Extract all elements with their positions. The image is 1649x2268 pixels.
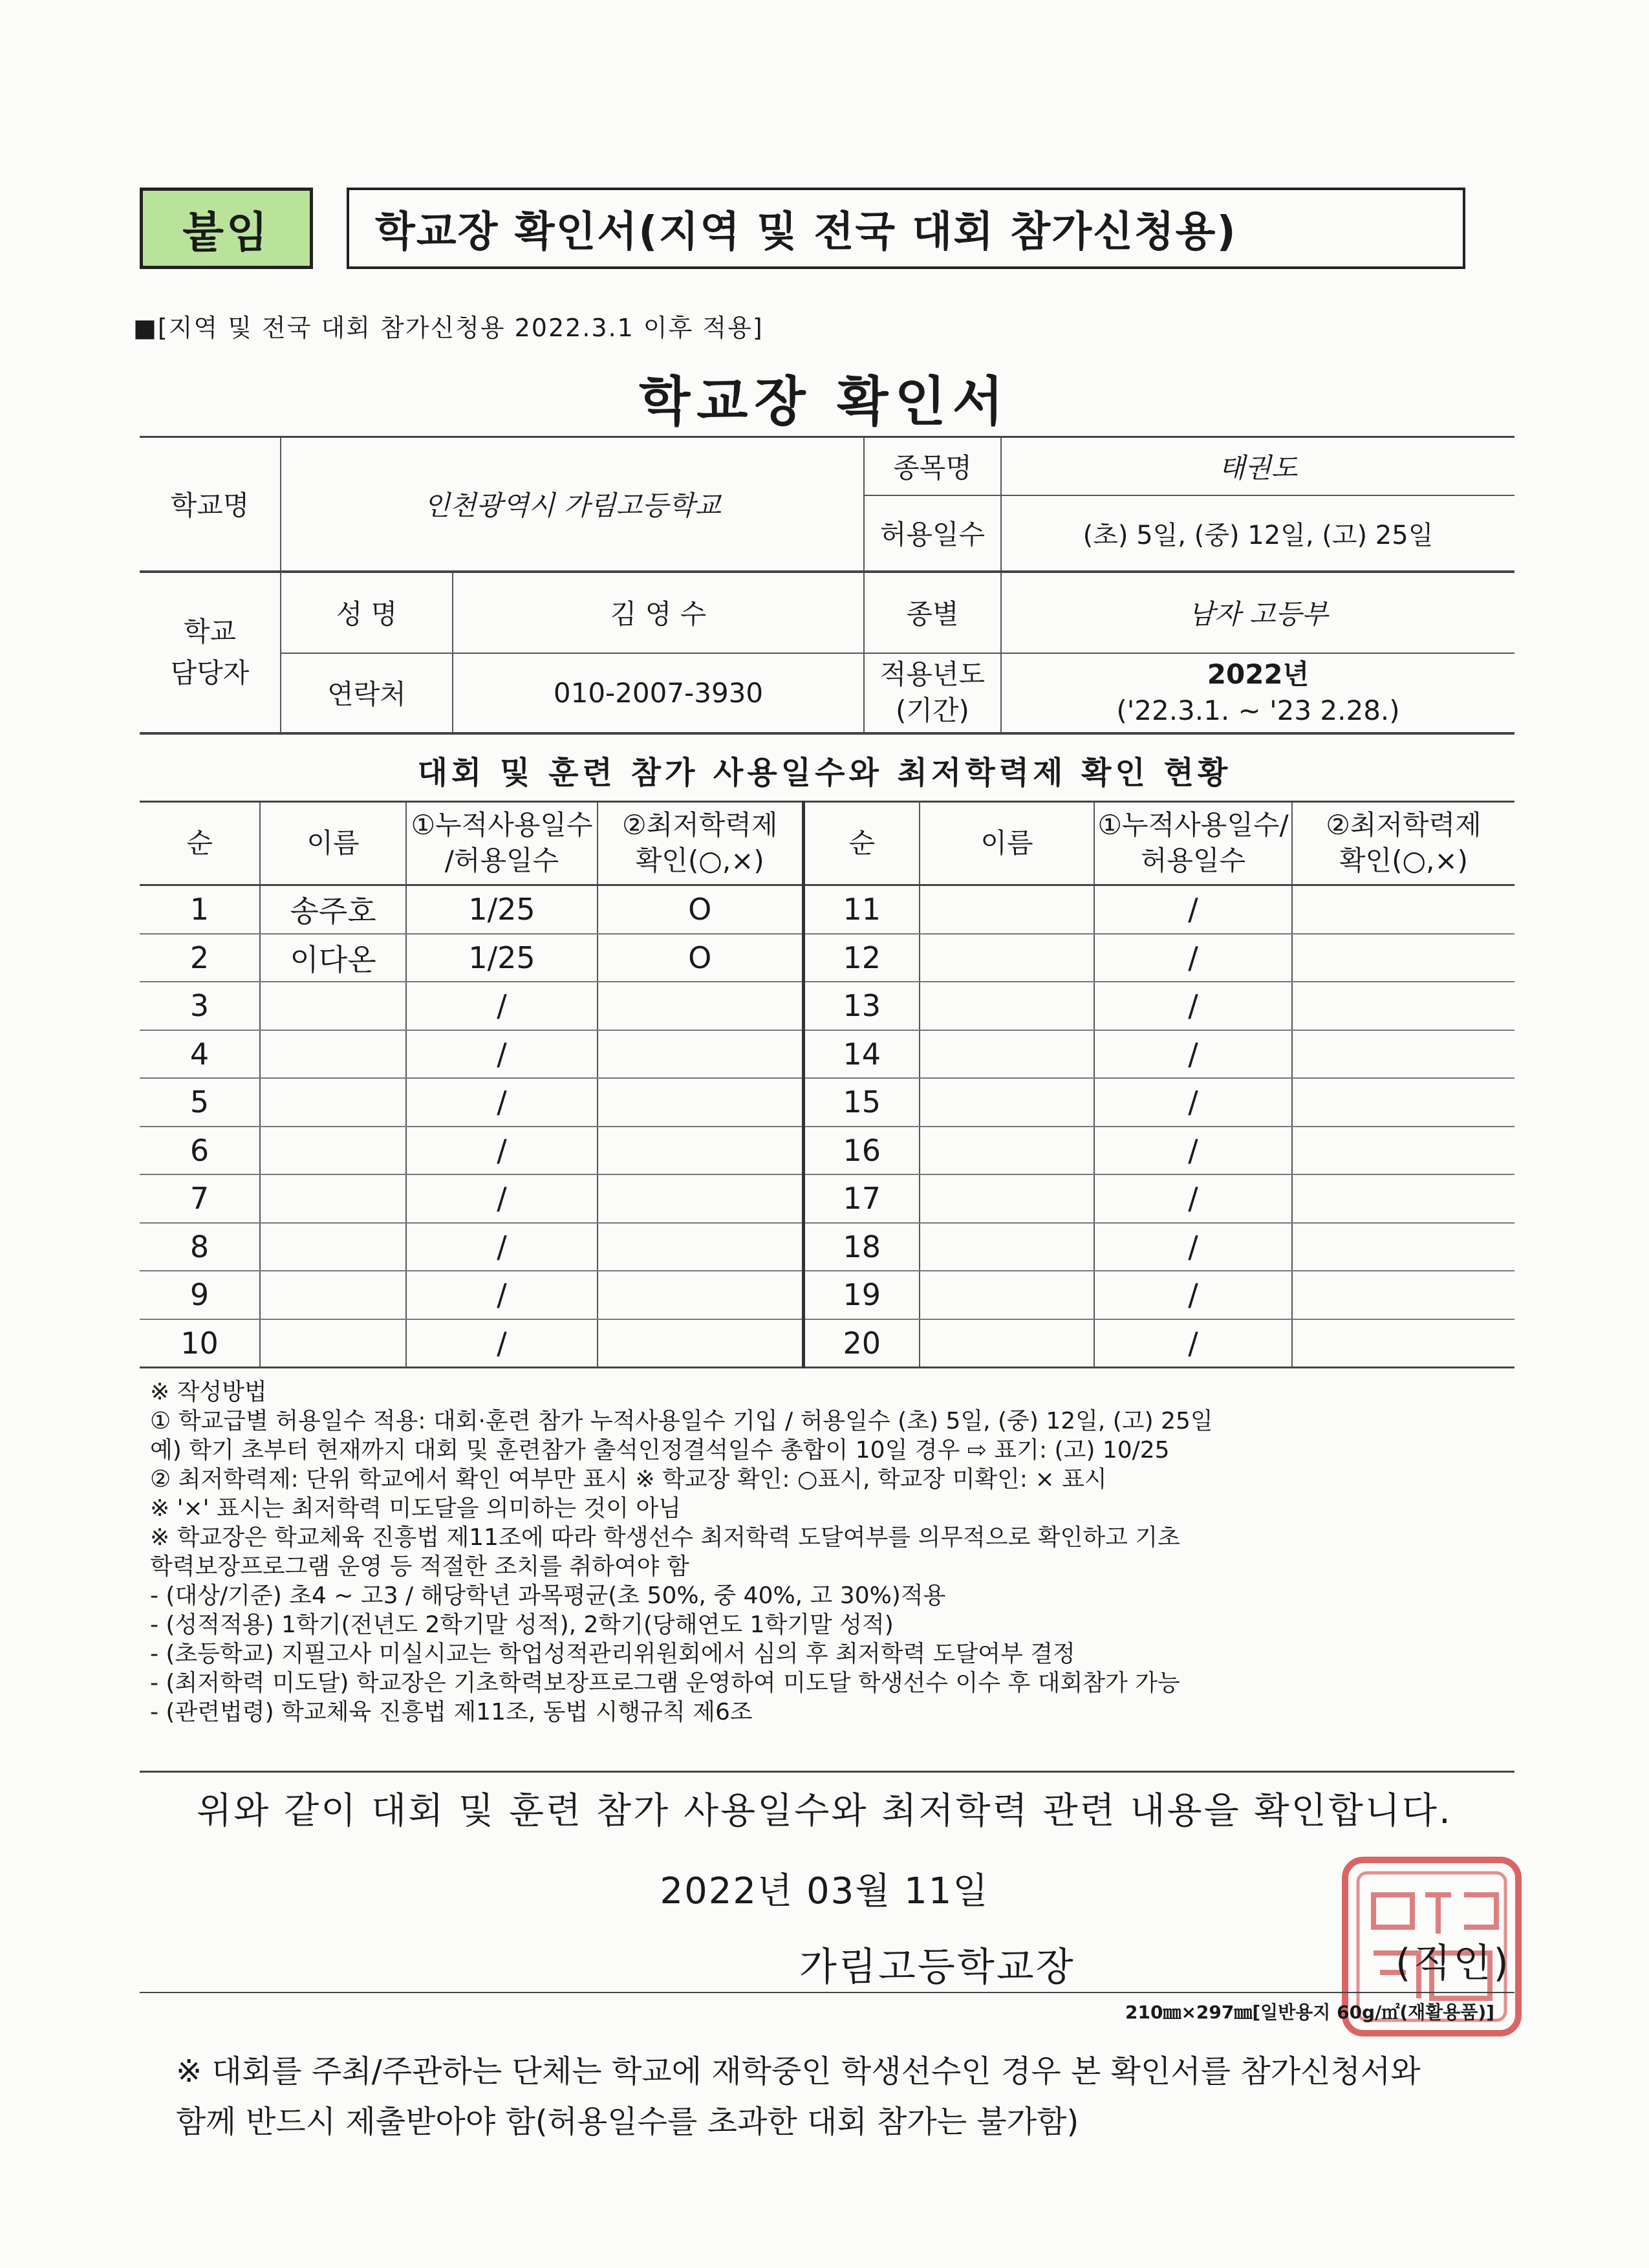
row-check: O bbox=[598, 934, 803, 982]
category-label: 종별 bbox=[864, 572, 1001, 653]
table-row bbox=[140, 1078, 1514, 1127]
paper-spec: 210㎜×297㎜[일반용지 60g/㎡(재활용품)] bbox=[1125, 2002, 1494, 2023]
issue-date: 2022년 03월 11일 bbox=[660, 1870, 989, 1912]
row-no: 11 bbox=[803, 885, 920, 934]
row-check bbox=[598, 1030, 803, 1079]
row-name bbox=[920, 1223, 1094, 1271]
header-check-left: ②최저학력제 확인(○,×) bbox=[598, 802, 803, 885]
school-principal: 가림고등학교장 bbox=[799, 1945, 1075, 1990]
row-no: 16 bbox=[803, 1127, 920, 1175]
school-name-value: 인천광역시 가림고등학교 bbox=[281, 437, 864, 572]
header-name-right: 이름 bbox=[920, 802, 1094, 885]
row-name bbox=[920, 1271, 1094, 1319]
row-check bbox=[1292, 934, 1514, 982]
row-no: 7 bbox=[140, 1174, 260, 1223]
row-check bbox=[1292, 1271, 1514, 1319]
row-days: / bbox=[1094, 1271, 1292, 1319]
row-days: / bbox=[1094, 982, 1292, 1030]
row-days: / bbox=[1094, 1030, 1292, 1079]
confirmation-statement: 위와 같이 대회 및 훈련 참가 사용일수와 최저학력 관련 내용을 확인합니다. bbox=[197, 1790, 1452, 1832]
note-line: 학력보장프로그램 운영 등 적절한 조치를 취하여야 함 bbox=[150, 1553, 689, 1580]
table-row bbox=[140, 1319, 1514, 1368]
row-no: 4 bbox=[140, 1030, 260, 1079]
row-check bbox=[598, 1319, 803, 1368]
row-check bbox=[1292, 885, 1514, 934]
header-days-left: ①누적사용일수 /허용일수 bbox=[406, 802, 598, 885]
note-line: 예) 학기 초부터 현재까지 대회 및 훈련참가 출석인정결석일수 총합이 10일 경우 ⇨ 표기: (고) 10/25 bbox=[150, 1437, 1170, 1463]
row-name bbox=[920, 1174, 1094, 1223]
year-value: 2022년 bbox=[1207, 658, 1310, 690]
row-name bbox=[920, 1078, 1094, 1127]
row-no: 3 bbox=[140, 982, 260, 1030]
row-no: 19 bbox=[803, 1271, 920, 1319]
note-line: ※ '×' 표시는 최저학력 미도달을 의미하는 것이 아님 bbox=[150, 1495, 681, 1522]
table-row bbox=[140, 1271, 1514, 1319]
row-name bbox=[260, 1030, 406, 1079]
table-row bbox=[140, 1223, 1514, 1271]
row-check bbox=[598, 1174, 803, 1223]
row-no: 8 bbox=[140, 1223, 260, 1271]
footer-note bbox=[176, 2046, 1421, 2147]
school-name-label: 학교명 bbox=[140, 437, 281, 572]
footer-line: 함께 반드시 제출받아야 함(허용일수를 초과한 대회 참가는 불가함) bbox=[176, 2104, 1079, 2140]
page-title: 학교장 확인서 bbox=[639, 371, 1010, 433]
event-label: 종목명 bbox=[864, 437, 1001, 495]
row-no: 13 bbox=[803, 982, 920, 1030]
row-name bbox=[260, 1174, 406, 1223]
row-name bbox=[920, 1030, 1094, 1079]
table-row bbox=[140, 1174, 1514, 1223]
row-check bbox=[598, 1078, 803, 1127]
row-days: / bbox=[406, 982, 598, 1030]
row-days: / bbox=[1094, 1174, 1292, 1223]
event-value: 태권도 bbox=[1001, 437, 1514, 495]
row-days: 1/25 bbox=[406, 934, 598, 982]
note-line: - (초등학교) 지필고사 미실시교는 학업성적관리위원회에서 심의 후 최저학력 도달여부 결정 bbox=[150, 1641, 1075, 1667]
divider bbox=[140, 1771, 1514, 1773]
row-check bbox=[1292, 982, 1514, 1030]
divider bbox=[140, 1992, 1514, 1993]
row-no: 12 bbox=[803, 934, 920, 982]
roster-section-title: 대회 및 훈련 참가 사용일수와 최저학력제 확인 현황 bbox=[417, 755, 1232, 791]
row-days: / bbox=[406, 1223, 598, 1271]
header-days-right: ①누적사용일수/ 허용일수 bbox=[1094, 802, 1292, 885]
instructions bbox=[150, 1377, 1534, 1727]
row-days: / bbox=[406, 1078, 598, 1127]
row-check bbox=[598, 982, 803, 1030]
row-check bbox=[598, 1127, 803, 1175]
table-row bbox=[140, 885, 1514, 934]
year-label: 적용년도 (기간) bbox=[864, 653, 1001, 733]
row-days: / bbox=[1094, 1078, 1292, 1127]
roster-header-row bbox=[140, 802, 1514, 885]
period-value: ('22.3.1. ~ '23 2.28.) bbox=[1116, 695, 1400, 726]
roster-table bbox=[140, 801, 1514, 1368]
table-row bbox=[140, 1127, 1514, 1175]
row-no: 9 bbox=[140, 1271, 260, 1319]
document-box-title bbox=[347, 188, 1465, 269]
row-days: / bbox=[406, 1030, 598, 1079]
row-check bbox=[598, 1223, 803, 1271]
row-name bbox=[920, 1319, 1094, 1368]
row-no: 20 bbox=[803, 1319, 920, 1368]
row-no: 10 bbox=[140, 1319, 260, 1368]
footer-line: ※ 대회를 주최/주관하는 단체는 학교에 재학중인 학생선수인 경우 본 확인서를 참가신청서와 bbox=[176, 2053, 1421, 2090]
note-line: - (최저학력 미도달) 학교장은 기초학력보장프로그램 운영하여 미도달 학생선수 이수 후 대회참가 가능 bbox=[150, 1670, 1180, 1696]
row-check bbox=[1292, 1127, 1514, 1175]
manager-label: 학교 담당자 bbox=[140, 572, 281, 733]
row-name bbox=[260, 1271, 406, 1319]
row-days: / bbox=[1094, 885, 1292, 934]
table-row bbox=[140, 1030, 1514, 1079]
header-no-right: 순 bbox=[803, 802, 920, 885]
row-no: 14 bbox=[803, 1030, 920, 1079]
header-check-right: ②최저학력제 확인(○,×) bbox=[1292, 802, 1514, 885]
row-check bbox=[1292, 1030, 1514, 1079]
note-line: ② 최저학력제: 단위 학교에서 확인 여부만 표시 ※ 학교장 확인: ○표시, 학교장 미확인: × 표시 bbox=[150, 1466, 1107, 1493]
row-check bbox=[1292, 1174, 1514, 1223]
row-name bbox=[260, 1078, 406, 1127]
row-no: 5 bbox=[140, 1078, 260, 1127]
row-check bbox=[1292, 1078, 1514, 1127]
row-days: / bbox=[1094, 1127, 1292, 1175]
row-days: 1/25 bbox=[406, 885, 598, 934]
header-no-left: 순 bbox=[140, 802, 260, 885]
row-name bbox=[260, 982, 406, 1030]
row-no: 1 bbox=[140, 885, 260, 934]
document-box-title-text: 학교장 확인서(지역 및 전국 대회 참가신청용) bbox=[375, 208, 1237, 256]
table-row bbox=[140, 982, 1514, 1030]
row-no: 17 bbox=[803, 1174, 920, 1223]
row-name bbox=[920, 1127, 1094, 1175]
attachment-tag bbox=[140, 188, 313, 269]
row-check bbox=[1292, 1319, 1514, 1368]
row-name: 송주호 bbox=[260, 885, 406, 934]
note-line: - (관련법령) 학교체육 진흥법 제11조, 동법 시행규칙 제6조 bbox=[150, 1699, 753, 1725]
row-days: / bbox=[1094, 1223, 1292, 1271]
row-no: 6 bbox=[140, 1127, 260, 1175]
note-line: - (성적적용) 1학기(전년도 2학기말 성적), 2학기(당해연도 1학기말 성적) bbox=[150, 1612, 894, 1638]
row-days: / bbox=[1094, 1319, 1292, 1368]
year-cell bbox=[1001, 653, 1514, 733]
row-check bbox=[598, 1271, 803, 1319]
row-no: 18 bbox=[803, 1223, 920, 1271]
row-name: 이다온 bbox=[260, 934, 406, 982]
row-days: / bbox=[406, 1174, 598, 1223]
row-check: O bbox=[598, 885, 803, 934]
contact-value: 010-2007-3930 bbox=[453, 653, 864, 733]
row-name bbox=[920, 934, 1094, 982]
note-line: ※ 작성방법 bbox=[150, 1379, 267, 1405]
row-days: / bbox=[1094, 934, 1292, 982]
row-name bbox=[260, 1319, 406, 1368]
header-name-left: 이름 bbox=[260, 802, 406, 885]
row-name bbox=[920, 982, 1094, 1030]
allowed-days-label: 허용일수 bbox=[864, 495, 1001, 572]
row-check bbox=[1292, 1223, 1514, 1271]
row-days: / bbox=[406, 1271, 598, 1319]
row-days: / bbox=[406, 1319, 598, 1368]
manager-name-value: 김 영 수 bbox=[453, 572, 864, 653]
category-value: 남자 고등부 bbox=[1001, 572, 1514, 653]
school-info-table bbox=[140, 436, 1514, 735]
contact-label: 연락처 bbox=[281, 653, 453, 733]
row-name bbox=[260, 1127, 406, 1175]
note-line: ※ 학교장은 학교체육 진흥법 제11조에 따라 학생선수 최저학력 도달여부를 의무적으로 확인하고 기초 bbox=[150, 1524, 1180, 1551]
allowed-days-value: (초) 5일, (중) 12일, (고) 25일 bbox=[1001, 495, 1514, 572]
row-name bbox=[260, 1223, 406, 1271]
row-no: 2 bbox=[140, 934, 260, 982]
note-line: ① 학교급별 허용일수 적용: 대회·훈련 참가 누적사용일수 기입 / 허용일수 (초) 5일, (중) 12일, (고) 25일 bbox=[150, 1408, 1213, 1434]
row-name bbox=[920, 885, 1094, 934]
row-days: / bbox=[406, 1127, 598, 1175]
table-row bbox=[140, 934, 1514, 982]
note-line: - (대상/기준) 초4 ~ 고3 / 해당학년 과목평균(초 50%, 중 40%, 고 30%)적용 bbox=[150, 1582, 946, 1609]
attachment-tag-label: 붙임 bbox=[182, 207, 270, 257]
applicability-note: ■[지역 및 전국 대회 참가신청용 2022.3.1 이후 적용] bbox=[133, 314, 764, 342]
seal-label: (직인) bbox=[1396, 1941, 1511, 1986]
row-no: 15 bbox=[803, 1078, 920, 1127]
manager-name-label: 성 명 bbox=[281, 572, 453, 653]
